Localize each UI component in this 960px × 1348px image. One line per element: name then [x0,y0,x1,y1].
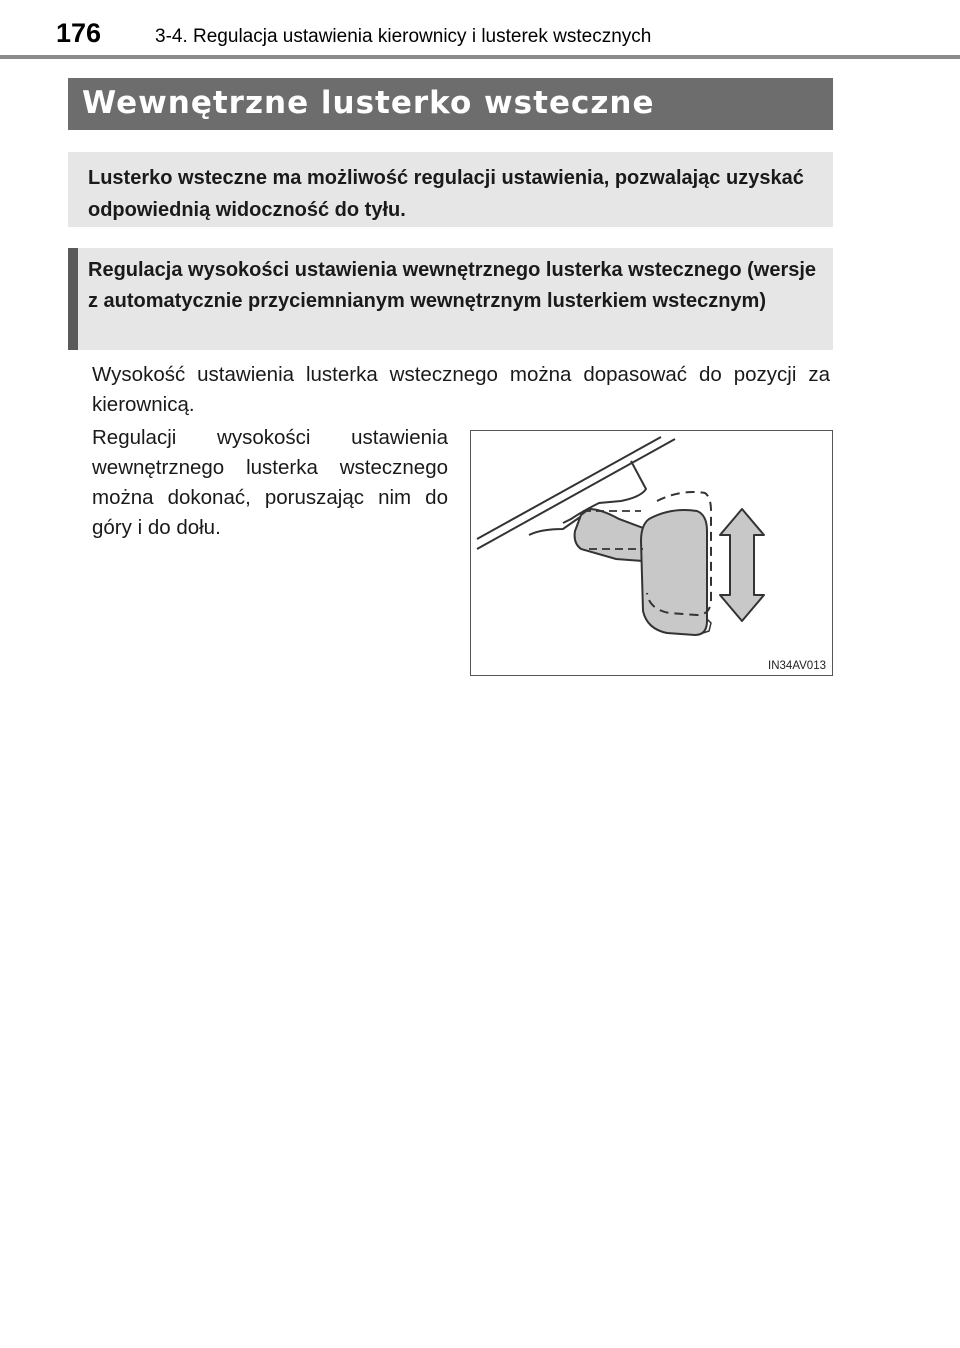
page-number: 176 [56,18,102,48]
page-header [0,0,960,60]
section-banner [68,78,833,130]
mirror-figure [470,430,833,676]
section-title: Wewnętrzne lusterko wsteczne [82,85,655,121]
body-paragraph-2: Regulacji wysokości ustawienia wewnętrznego lusterka wstecznego można dokonać, poruszając nim do góry i do dołu. [92,426,448,539]
subsection-title: Regulacja wysokości ustawienia wewnętrznego lusterka wstecznego (wersje z automatycznie przyciemnianym wewnętrznym lusterkiem wstecznym) [88,259,817,312]
intro-text: Lusterko wsteczne ma możliwość regulacji ustawienia, pozwalając uzyskać odpowiednią widoczność do tyłu. [88,167,804,221]
rear-view-mirror-illustration [471,431,834,677]
intro-box [68,152,833,227]
subsection-box [68,248,833,350]
header-divider [0,55,960,59]
figure-code: IN34AV013 [768,660,826,672]
body-paragraph-1: Wysokość ustawienia lusterka wstecznego można dopasować do pozycji za kierownicą. [92,363,830,416]
chapter-title: 3-4. Regulacja ustawienia kierownicy i lusterek wstecznych [155,26,652,47]
up-down-double-arrow-icon [720,509,764,621]
